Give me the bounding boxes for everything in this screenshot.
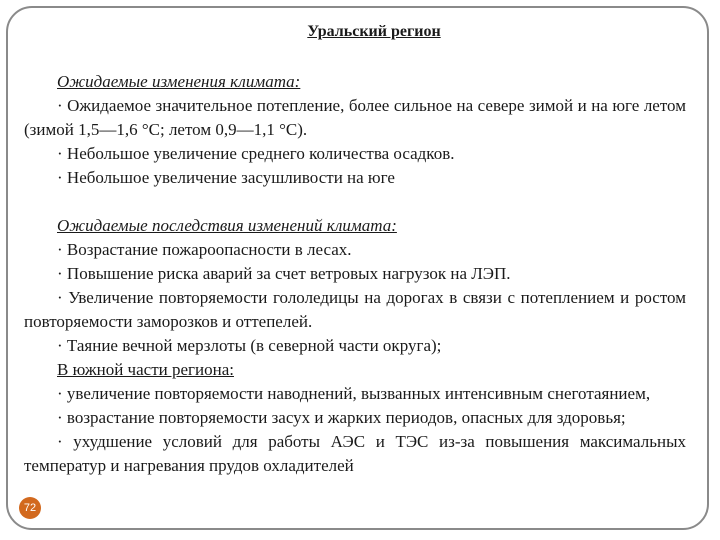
south-consequence-item: · возрастание повторяемости засух и жарких периодов, опасных для здоровья;: [57, 408, 626, 427]
consequence-item: · Увеличение повторяемости гололедицы на дорогах в связи с потеплением и ростом повторяемости заморозков и оттепелей.: [24, 288, 686, 331]
consequence-item: · Повышение риска аварий за счет ветровых нагрузок на ЛЭП.: [57, 264, 511, 283]
climate-change-item: · Ожидаемое значительное потепление, более сильное на севере зимой и на юге летом (зимой 1,5—1,6 °С; летом 0,9—1,1 °С).: [24, 96, 686, 139]
consequence-item: · Возрастание пожароопасности в лесах.: [57, 240, 352, 259]
south-consequence-item: · ухудшение условий для работы АЭС и ТЭС из-за повышения максимальных температур и нагревания прудов охладителей: [24, 432, 686, 475]
consequences-heading: Ожидаемые последствия изменений климата:: [57, 216, 397, 235]
slide-title: Уральский регион: [307, 23, 441, 40]
climate-changes-heading: Ожидаемые изменения климата:: [57, 72, 301, 91]
page-number-badge: 72: [19, 497, 41, 519]
consequence-item: · Таяние вечной мерзлоты (в северной части округа);: [57, 336, 442, 355]
slide-content: [24, 70, 686, 478]
south-consequence-item: · увеличение повторяемости наводнений, вызванных интенсивным снеготаянием,: [57, 384, 651, 403]
south-region-heading: В южной части региона:: [57, 360, 234, 379]
climate-change-item: · Небольшое увеличение засушливости на юге: [57, 168, 395, 187]
section-spacer: [24, 190, 686, 214]
climate-changes-heading-line: [24, 70, 686, 94]
consequences-heading-line: [24, 214, 686, 238]
climate-change-item: · Небольшое увеличение среднего количества осадков.: [57, 144, 455, 163]
south-heading-line: [24, 358, 686, 382]
